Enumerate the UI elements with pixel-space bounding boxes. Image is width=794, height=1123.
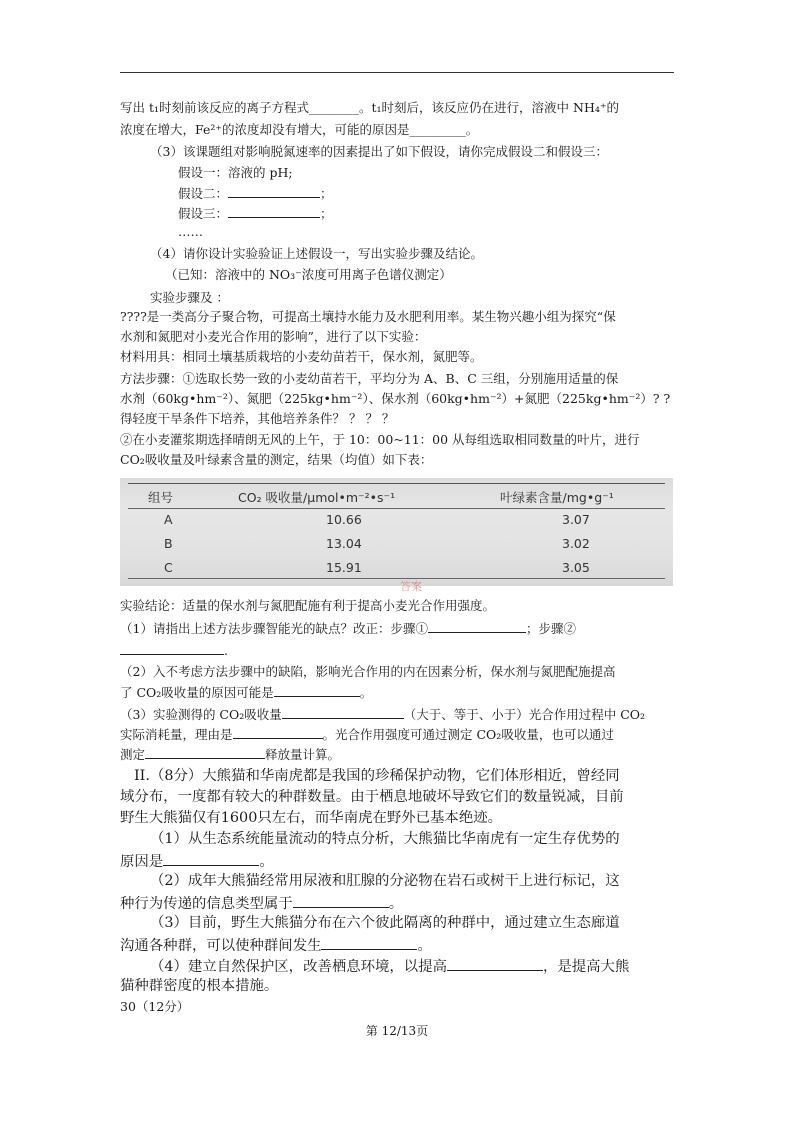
answer-blank[interactable]	[428, 620, 526, 633]
text-line: （已知：溶液中的 NO₃⁻浓度可用离子色谱仪测定）	[165, 267, 452, 282]
answer-blank[interactable]	[293, 893, 389, 908]
text-line: 写出 t₁时刻前该反应的离子方程式________。t₁时刻后，该反应仍在进行，溶液中 NH₄⁺的	[120, 100, 619, 115]
text-line: （2）入不考虑方法步骤中的缺陷，影响光合作用的内在因素分析，保水剂与氮肥配施提高	[120, 664, 616, 679]
table-cell: 15.91	[326, 560, 362, 575]
page-footer: 第 12/13页	[365, 1024, 429, 1038]
text-line: （3）该课题组对影响脱氮速率的因素提出了如下假设，请你完成假设二和假设三：	[150, 144, 608, 159]
text-line	[120, 684, 372, 701]
answer-blank[interactable]	[321, 935, 417, 950]
text-line: II.（8分）大熊猫和华南虎都是我国的珍稀保护动物，它们体形相近，曾经同	[134, 768, 620, 784]
text-line	[120, 851, 274, 871]
label: ；步骤②	[525, 621, 576, 636]
text-line	[178, 205, 333, 222]
text-line	[178, 185, 333, 202]
text-line: ????是一类高分子聚合物，可提高土壤持水能力及水肥利用率。某生物兴趣小组为探究“保	[120, 309, 616, 324]
table-cell: A	[164, 512, 173, 527]
label: （1）请指出上述方法步骤智能光的缺点？改正：步骤①	[120, 621, 428, 636]
answer-blank[interactable]	[274, 684, 360, 697]
text-line: 实验步骤及 ：	[150, 290, 229, 305]
label: 。	[417, 938, 432, 954]
table-header: CO₂ 吸收量/μmol•m⁻²•s⁻¹	[238, 490, 396, 505]
text-line: ②在小麦灌浆期选择晴朗无风的上午，于 10：00~11：00 从每组选取相同数量的叶片，进行	[120, 432, 640, 447]
answer-blank[interactable]	[228, 185, 320, 198]
text-line: （1）从生态系统能量流动的特点分析，大熊猫比华南虎有一定生存优势的	[150, 831, 620, 847]
text-line: 假设一：溶液的 pH;	[178, 165, 293, 180]
table-cell: C	[164, 560, 173, 575]
label: ；	[320, 206, 333, 221]
text-line	[120, 746, 340, 763]
label: 了 CO₂吸收量的原因可能是	[120, 685, 274, 700]
table-cell: 10.66	[326, 512, 362, 527]
label: ，是提高大熊	[542, 959, 630, 975]
label: 。	[259, 854, 274, 870]
label: 。光合作用强度可通过测定 CO₂吸收量，也可以通过	[322, 727, 614, 742]
text-line: 方法步骤：①选取长势一致的小麦幼苗若干，平均分为 A、B、C 三组，分别施用适量的保	[120, 371, 619, 386]
answer-blank[interactable]	[228, 205, 320, 218]
label: 释放量计算。	[265, 747, 341, 762]
table-cell: 3.02	[562, 536, 590, 551]
table-cell: 3.05	[562, 560, 590, 575]
text-line	[120, 620, 576, 637]
label: 种行为传递的信息类型属于	[120, 896, 293, 912]
label: 测定	[120, 747, 146, 762]
text-line: 浓度在增大，Fe²⁺的浓度却没有增大，可能的原因是_________。	[120, 122, 479, 137]
label: 原因是	[120, 854, 164, 870]
answer-blank[interactable]	[163, 851, 259, 866]
label: .	[224, 643, 228, 658]
text-line: 域分布，一度都有较大的种群数量。由于栖息地破坏导致它们的数量锐减，目前	[120, 789, 624, 805]
table-rule	[128, 578, 665, 579]
label: 假设二：	[178, 186, 229, 201]
answer-blank[interactable]	[233, 726, 323, 739]
table-rule	[128, 483, 665, 484]
table-cell: B	[164, 536, 173, 551]
answer-blank[interactable]	[282, 706, 404, 719]
text-line	[120, 726, 614, 743]
stamp-mark: 答案	[400, 580, 422, 593]
label: 。	[359, 685, 373, 700]
header-rule	[120, 72, 674, 73]
text-line	[120, 893, 403, 913]
table-cell: 3.07	[562, 512, 590, 527]
label: 实际消耗量，理由是	[120, 727, 233, 742]
text-line: CO₂吸收量及叶绿素含量的测定，结果（均值）如下表：	[120, 452, 433, 467]
label: 假设三：	[178, 206, 229, 221]
label: （大于、等于、小于）光合作用过程中 CO₂	[403, 707, 646, 722]
label: 。	[388, 896, 404, 912]
answer-blank[interactable]	[120, 642, 224, 655]
label: 沟通各种群，可以使种群间发生	[120, 938, 322, 954]
text-line	[120, 642, 228, 659]
answer-blank[interactable]	[447, 956, 543, 971]
text-line: ……	[178, 224, 203, 239]
text-line: （4）请你设计实验验证上述假设一，写出实验步骤及结论。	[150, 246, 483, 261]
label: （4）建立自然保护区，改善栖息环境，以提高	[150, 959, 447, 975]
text-line: 水剂和氮肥对小麦光合作用的影响”，进行了以下实验：	[120, 329, 427, 344]
text-line: 水剂（60kg•hm⁻²）、氮肥（225kg•hm⁻²）、保水剂（60kg•hm⁻²）+氮肥（225kg•hm⁻²）? ?	[120, 391, 671, 406]
text-line: 野生大熊猫仅有1600只左右，而华南虎在野外已基本绝迹。	[120, 810, 502, 826]
text-line: （2）成年大熊猫经常用尿液和肛腺的分泌物在岩石或树干上进行标记，这	[150, 873, 620, 889]
text-line: 得轻度干旱条件下培养，其他培养条件？ ？ ？ ？	[120, 411, 395, 426]
text-line: 实验结论：适量的保水剂与氮肥配施有利于提高小麦光合作用强度。	[120, 598, 496, 613]
text-line	[150, 956, 629, 976]
text-line: 材料用具：相同土壤基质栽培的小麦幼苗若干，保水剂，氮肥等。	[120, 349, 483, 364]
text-line	[120, 935, 432, 955]
text-line: （3）目前，野生大熊猫分布在六个彼此隔离的种群中，通过建立生态廊道	[150, 915, 620, 931]
text-line	[120, 706, 645, 723]
table-cell: 13.04	[326, 536, 362, 551]
text-line: 猫种群密度的根本措施。	[120, 978, 279, 994]
label: ；	[320, 186, 333, 201]
label: （3）实验测得的 CO₂吸收量	[120, 707, 282, 722]
table-rule	[128, 508, 665, 509]
table-header: 叶绿素含量/mg•g⁻¹	[500, 490, 614, 505]
text-line: 30（12分）	[120, 999, 190, 1014]
answer-blank[interactable]	[145, 746, 265, 759]
results-table	[120, 478, 673, 586]
table-header: 组号	[148, 490, 174, 505]
